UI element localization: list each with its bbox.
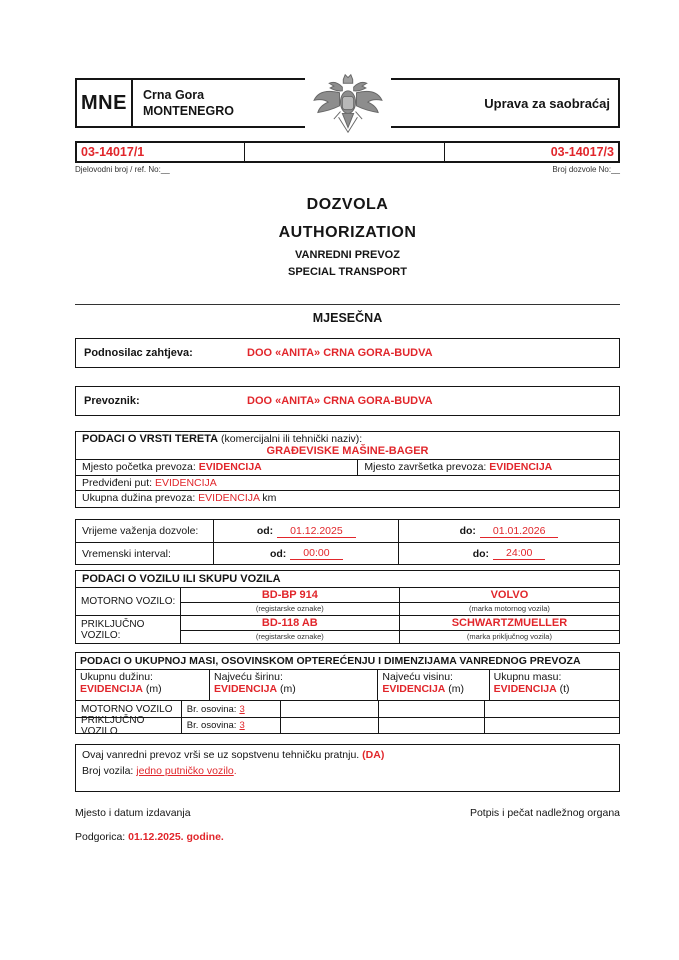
motor-make-value: VOLVO [400, 588, 619, 603]
max-height-value: EVIDENCIJA [382, 683, 446, 695]
total-mass-unit: (t) [556, 683, 570, 695]
interval-label: Vremenski interval: [76, 543, 214, 564]
trailer-make-value: SCHWARTZMUELLER [400, 616, 619, 631]
trailer-axles-value: 3 [239, 720, 245, 731]
carrier-box [75, 386, 620, 416]
time-interval-row [76, 542, 619, 564]
cargo-distance-unit: km [262, 492, 277, 504]
title-authorization: AUTHORIZATION [278, 224, 417, 241]
subtitle-vanredni-prevoz: VANREDNI PREVOZ [295, 249, 400, 261]
issue-place-date-label: Mjesto i datum izdavanja [75, 807, 191, 819]
escort-section [75, 744, 620, 792]
cargo-start-label: Mjesto početka prevoza: [82, 461, 196, 473]
applicant-value: DOO «ANITA» CRNA GORA-BUDVA [247, 347, 433, 359]
ref-number-middle-empty [245, 143, 445, 161]
reference-captions [75, 165, 620, 174]
validity-section [75, 519, 620, 565]
validity-period-row [76, 520, 619, 542]
empty-cell [484, 701, 619, 717]
country-name-local: Crna Gora [143, 88, 205, 102]
cargo-route-label: Predviđeni put: [82, 477, 153, 489]
signature-stamp-label: Potpis i pečat nadležnog organa [469, 807, 620, 819]
motor-make-note: (marka motornog vozila) [469, 604, 550, 613]
cargo-start-end-row [76, 460, 619, 476]
max-height-label: Najveću visinu: [382, 671, 453, 683]
validity-period-label: Vrijeme važenja dozvole: [76, 520, 214, 542]
cargo-section-title-row [76, 432, 619, 445]
dimensions-section [75, 652, 620, 737]
motor-vehicle-label: MOTORNO VOZILO: [76, 588, 181, 615]
escort-answer: (DA) [362, 749, 385, 761]
ref-number-left: 03-14017/1 [77, 143, 245, 161]
issue-date: 01.12.2025. godine. [128, 831, 224, 843]
cargo-route-row [76, 476, 619, 491]
trailer-make-note: (marka priključnog vozila) [466, 632, 552, 641]
motor-axles-value: 3 [239, 703, 245, 715]
escort-vehicles-value: jedno putničko vozilo [136, 764, 234, 777]
empty-cell [378, 701, 484, 717]
issue-place: Podgorica: [75, 831, 129, 843]
period-type: MJESEČNA [312, 311, 383, 325]
applicant-label: Podnosilac zahtjeva: [84, 347, 193, 359]
empty-cell [484, 718, 619, 733]
escort-statement: Ovaj vanredni prevoz vrši se uz sopstvenu tehničku pratnju. [82, 749, 363, 761]
document-header [75, 78, 620, 128]
ref-number-right: 03-14017/3 [550, 145, 614, 159]
motor-plate-note: (registarske oznake) [255, 604, 324, 613]
from-label: od: [269, 547, 287, 560]
motor-axles-label: Br. osovina: [186, 703, 237, 715]
trailer-plate-value: BD-118 AB [181, 616, 399, 631]
total-length-label: Ukupnu dužinu: [80, 671, 153, 683]
validity-from-cell [214, 520, 399, 542]
escort-vehicles-period: . [233, 764, 237, 777]
trailer-axles-row [76, 714, 619, 737]
cargo-end-cell [358, 460, 619, 475]
trailer-vehicle-row [76, 615, 619, 643]
carrier-label: Prevoznik: [84, 395, 140, 407]
country-name-en: MONTENEGRO [143, 104, 234, 119]
cargo-distance-label: Ukupna dužina prevoza: [82, 492, 196, 504]
interval-to-time: 24:00 [493, 547, 545, 560]
total-mass-label: Ukupnu masu: [493, 671, 562, 683]
valid-to-date: 01.01.2026 [480, 525, 559, 538]
max-height-unit: (m) [445, 683, 465, 695]
cargo-end-label: Mjesto završetka prevoza: [364, 461, 487, 473]
subtitle-special-transport: SPECIAL TRANSPORT [288, 266, 407, 278]
dimensions-header-row [76, 670, 619, 701]
empty-cell [280, 718, 378, 733]
trailer-plate-cell [181, 616, 400, 643]
to-label: do: [459, 525, 476, 537]
cargo-name: GRAĐEVISKE MAŠINE-BAGER [76, 445, 619, 460]
document-content [75, 78, 620, 843]
vehicle-section [75, 570, 620, 644]
ref-caption-right: Broj dozvole No:__ [552, 165, 620, 174]
trailer-make-cell [400, 616, 619, 643]
trailer-plate-note: (registarske oznake) [255, 632, 324, 641]
motor-plate-value: BD-BP 914 [181, 588, 399, 603]
cargo-distance-value: EVIDENCIJA [198, 492, 260, 504]
cargo-route-value: EVIDENCIJA [154, 477, 217, 489]
interval-from-time: 00:00 [290, 547, 342, 560]
title-dozvola: DOZVOLA [306, 196, 389, 213]
to-label: do: [472, 547, 490, 560]
total-mass-cell [489, 670, 619, 700]
cargo-section-title: PODACI O VRSTI TERETA [82, 433, 219, 445]
max-height-cell [377, 670, 488, 700]
authority-name: Uprava za saobraćaj [484, 95, 610, 111]
vehicle-section-title: PODACI O VOZILU ILI SKUPU VOZILA [76, 571, 619, 588]
interval-from-cell [214, 543, 399, 564]
cargo-section-note: (komercijalni ili tehnički naziv): [218, 433, 363, 445]
total-length-value: EVIDENCIJA [80, 683, 144, 695]
total-length-unit: (m) [143, 683, 162, 695]
max-width-label: Najveću širinu: [214, 671, 283, 683]
trailer-axles-label: Br. osovina: [186, 720, 237, 731]
motor-plate-cell [181, 588, 400, 615]
max-width-value: EVIDENCIJA [214, 683, 278, 695]
cargo-distance-row [76, 491, 619, 507]
applicant-box [75, 338, 620, 368]
max-width-unit: (m) [277, 683, 296, 695]
reference-number-table [75, 141, 620, 163]
total-mass-value: EVIDENCIJA [493, 683, 557, 695]
total-length-cell [76, 670, 209, 700]
validity-to-cell [399, 520, 619, 542]
escort-line1 [82, 748, 613, 764]
motor-row-label: MOTORNO VOZILO [81, 703, 173, 715]
motor-vehicle-row [76, 588, 619, 615]
issue-place-date [75, 831, 620, 843]
trailer-axles-cell [181, 718, 280, 733]
montenegro-coat-of-arms-icon [305, 70, 391, 138]
country-name-block [133, 80, 234, 126]
trailer-row-label: PRIKLJUČNO VOZILO [81, 714, 145, 737]
dimensions-section-title: PODACI O UKUPNOJ MASI, OSOVINSKOM OPTEREĆENJU I DIMENZIJAMA VANREDNOG PREVOZA [76, 653, 619, 670]
interval-to-cell [399, 543, 619, 564]
cargo-end-value: EVIDENCIJA [489, 461, 553, 473]
motor-make-cell [400, 588, 619, 615]
cargo-start-value: EVIDENCIJA [198, 461, 262, 473]
carrier-value: DOO «ANITA» CRNA GORA-BUDVA [247, 395, 433, 407]
motor-axles-cell [181, 701, 280, 717]
valid-from-date: 01.12.2025 [277, 525, 356, 538]
empty-cell [378, 718, 484, 733]
country-code: MNE [77, 80, 133, 126]
cargo-section [75, 431, 620, 508]
escort-vehicles-label: Broj vozila: [82, 764, 137, 777]
trailer-vehicle-label: PRIKLJUČNO VOZILO: [76, 616, 181, 643]
ref-caption-left: Djelovodni broj / ref. No:__ [75, 165, 170, 174]
escort-line2 [82, 764, 613, 780]
footer-labels [75, 807, 620, 819]
title-divider [75, 304, 620, 305]
cargo-start-cell [76, 460, 358, 475]
max-width-cell [209, 670, 377, 700]
from-label: od: [256, 525, 274, 537]
empty-cell [280, 701, 378, 717]
